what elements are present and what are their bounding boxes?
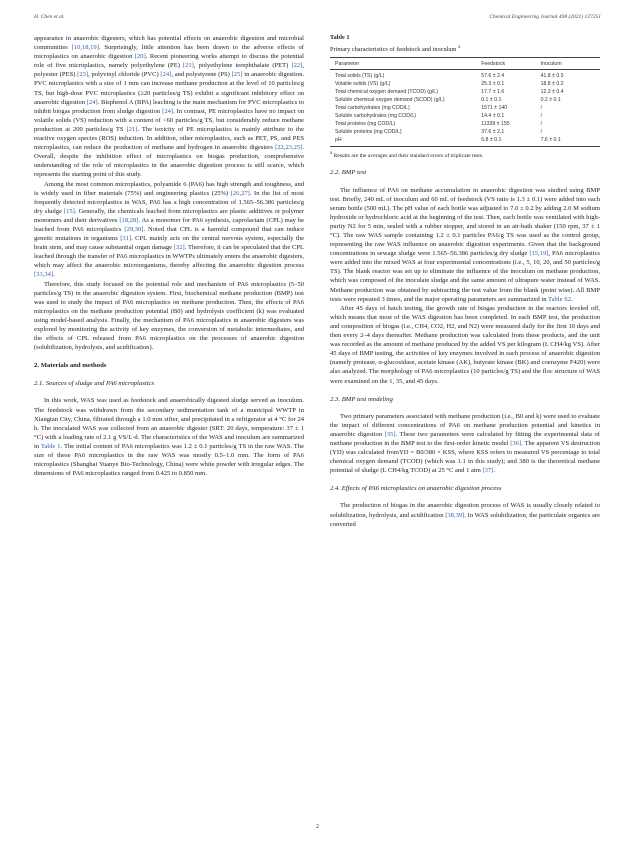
table-cell-feedstock: 57.6 ± 2.4 bbox=[481, 73, 505, 80]
page-number: 2 bbox=[316, 824, 319, 830]
text-run: . As a monomer for PA6 synthesis, caprolactam (CPL) may be leached from PA6 microplastics bbox=[34, 216, 304, 233]
text-run: . In contrast, PE microplastics have no impact on volatile solids (VS) reduction with a content of <60 particles/g TS, but considerably reduce methane production at 200 particles/g TS bbox=[34, 107, 304, 133]
running-head-journal: Chemical Engineering Journal 408 (2021) 127251 bbox=[489, 14, 601, 20]
citation-link[interactable]: [24] bbox=[162, 107, 174, 115]
table-row bbox=[330, 112, 600, 120]
text-run: . bbox=[493, 467, 496, 475]
running-head-authors: H. Chen et al. bbox=[34, 14, 65, 20]
table-1-caption bbox=[330, 34, 600, 54]
citation-link[interactable]: [38,39] bbox=[445, 511, 465, 519]
table-cell-parameter: Soluble proteins (mg COD/L) bbox=[335, 129, 402, 136]
text-run: Among the most common microplastics, polyamide 6 (PA6) has high strength and toughness, and is widely used in fiber materials (75%) and engineering plastics (25%) bbox=[34, 180, 304, 197]
section-2-2-heading: 2.2. BMP test bbox=[330, 169, 367, 177]
table-row bbox=[330, 104, 600, 112]
table-1-footnote-text: Results are the averages and their standard errors of triplicate tests. bbox=[332, 152, 484, 159]
citation-link[interactable]: [21] bbox=[182, 62, 194, 70]
citation-link[interactable]: [10,18,19] bbox=[71, 44, 99, 52]
text-run: . In the list of most frequently detected microplastics in WAS, PA6 has a high concentration of 1.565–56.386 particles/g dry sludge bbox=[34, 189, 304, 215]
table-cell-inoculum: 12.3 ± 0.4 bbox=[540, 89, 564, 96]
text-run: . The apparent VS destruction (YD) was calculated fromYD = B0/380 × KSS, where KSS refers to measured VS percentage to total chemical oxygen demand (TCOD) (which was 1.1 in this study); and 380 is the theoretical methane potential of sludge (L CH4/kg TCOD) at 25 °C and 1 atm bbox=[330, 439, 601, 475]
text-run: in anaerobic digestion. PVC microplastics with a size of 1 mm can increase methane production at the level of 10 particles/g TS, but high-dose PVC microplastics (≥20 particles/g TS) exhibit a significant inhibitory effect on anaerobic digestion bbox=[34, 71, 304, 106]
table-cell-inoculum: / bbox=[540, 113, 543, 120]
table-cell-inoculum: / bbox=[540, 129, 543, 136]
table-cell-feedstock: 37.6 ± 2.1 bbox=[481, 129, 505, 136]
text-run: . Surprisingly, little attention has been drawn to the adverse effects of microplastics on anaerobic digestion bbox=[34, 44, 304, 61]
citation-link[interactable]: [26,27] bbox=[230, 189, 250, 197]
text-run: . Overall, despite the inhibition effect of microplastics on biogas production, comprehensive understanding of the role of microplastics in the anaerobic digestion process is still scarce, which represents the starting point of this study. bbox=[34, 144, 304, 179]
text-run: appearance in anaerobic digesters, which has potential effects on anaerobic digestion and microbial communities bbox=[34, 35, 304, 52]
table-cell-feedstock: 6.8 ± 0.1 bbox=[481, 136, 540, 146]
text-run: . Noted that CPL is a harmful compound that can induce genetic mutations in organisms bbox=[34, 225, 304, 243]
citation-link[interactable]: Table 1 bbox=[40, 442, 61, 450]
table-cell-feedstock: 0.1 ± 0.1 bbox=[481, 97, 502, 104]
text-run: . In WAS solubilization, the particulate organics are converted bbox=[330, 511, 600, 528]
table-1-header-inoculum: Inoculum bbox=[541, 58, 600, 70]
section-2-4-heading: 2.4. Effects of PA6 microplastics on anaerobic digestion process bbox=[330, 485, 502, 493]
text-run: . Bisphenol A (BPA) leaching is the main mechanism for PVC microplastics to inhibit biogas production from sludge digestion bbox=[34, 98, 304, 115]
table-row bbox=[330, 70, 600, 81]
table-1-label: Table 1 bbox=[330, 34, 350, 41]
citation-link[interactable]: [23] bbox=[77, 71, 89, 79]
table-row bbox=[330, 96, 600, 104]
table-cell-inoculum: 18.8 ± 0.2 bbox=[540, 81, 564, 88]
intro-paragraph-1 bbox=[34, 34, 304, 180]
citation-link[interactable]: [37] bbox=[482, 467, 494, 475]
table-cell-feedstock: 17.7 ± 1.6 bbox=[481, 89, 505, 96]
citation-link[interactable]: [18,28] bbox=[119, 216, 139, 224]
text-run: Two primary parameters associated with methane production (i.e., B0 and k) were used to evaluate the impact of different concentrations of PA6 on methane production potential and kinetics in anaerobic digestion bbox=[330, 412, 600, 438]
table-cell-parameter: Total chemical oxygen demand (TCOD) (g/L) bbox=[335, 89, 438, 96]
text-run: The production of biogas in the anaerobic digestion process of WAS is usually closely related to solubilization, hydrolysis, and acidification bbox=[330, 502, 600, 519]
citation-link[interactable]: [20] bbox=[134, 53, 146, 61]
table-1-caption-text: Primary characteristics of feedstock and inoculum bbox=[330, 45, 458, 53]
text-run: . Generally, the chemicals leached from microplastics are plastic additives or polymer monomers and their derivatives bbox=[34, 207, 305, 224]
citation-link[interactable]: [22,23,25] bbox=[275, 144, 303, 152]
section-2-3-heading: 2.3. BMP test modeling bbox=[330, 395, 393, 403]
section-2-1-heading: 2.1. Sources of sludge and PA6 microplastics bbox=[34, 380, 155, 388]
table-cell-parameter: Total solids (TS) (g/L) bbox=[335, 73, 385, 80]
table-cell-parameter: Total carbohydrates (mg COD/L) bbox=[335, 105, 410, 112]
citation-link[interactable]: Table S2 bbox=[548, 295, 572, 303]
text-run: The influence of PA6 on methane accumulation in anaerobic digestion was studied using BMP test. Briefly, 240 mL of inoculum and 60 mL of feedstock (VS ratio is 1.3 ± 0.1) were added into each serum bottle (500 mL). The pH value of each bottle was adjusted to 7.0 ± 0.2 by adding 2.0 M sodium hydroxide or hydrochloric acid at the beginning of the test. Then, each bottle was ventilated with high-purity N2 for 5 min, sealed with a rubber stopper, and stored in an air-bath shaker (150 rpm, 37 ± 1 °C). The raw WAS sample containing 1.2 ± 0.1 particles PA6/g TS was used as the control group, representing the raw WAS influence on anaerobic digestion experiments. Given that the background concentrations in sewage sludge were 1.565–56.386 particles/g dry sludge bbox=[330, 186, 600, 258]
section-2-1-paragraph bbox=[34, 396, 304, 478]
section-2-2-paragraph-1 bbox=[330, 186, 600, 304]
table-row bbox=[330, 120, 600, 128]
text-run: , and polystyrene (PS) bbox=[171, 71, 232, 79]
table-cell-feedstock: 14.4 ± 0.1 bbox=[481, 113, 505, 120]
text-run: , polyvinyl chloride (PVC) bbox=[88, 71, 161, 79]
text-run: . bbox=[53, 271, 55, 279]
table-1-header-parameter: Parameter bbox=[330, 58, 481, 70]
citation-link[interactable]: [32] bbox=[173, 244, 185, 252]
table-cell-inoculum: 7.6 ± 0.1 bbox=[541, 136, 600, 146]
text-run: , polyester (PES) bbox=[34, 62, 304, 79]
table-cell-feedstock: 11339 ± 155 bbox=[481, 121, 510, 128]
table-row bbox=[330, 80, 600, 88]
table-cell-parameter: Volatile solids (VS) (g/L) bbox=[335, 81, 391, 88]
table-cell-parameter: Soluble chemical oxygen demand (SCOD) (g/L) bbox=[335, 97, 445, 104]
citation-link[interactable]: [33,34] bbox=[34, 271, 54, 279]
citation-link[interactable]: [29,30] bbox=[124, 225, 144, 233]
text-run: . These two parameters were calculated by fitting the experimental data of methane production in the BMP test to the first-order kinetic model bbox=[330, 430, 600, 447]
table-cell-parameter: pH bbox=[330, 136, 481, 146]
table-1-body bbox=[330, 70, 600, 147]
citation-link[interactable]: [36] bbox=[510, 439, 522, 447]
text-run: . CPL mainly acts on the central nervous system, especially the brain stem, and may cause substantial organ damage bbox=[34, 235, 304, 252]
table-1-caption-mark[interactable]: a bbox=[458, 43, 461, 50]
table-cell-feedstock: 1571 ± 140 bbox=[481, 105, 508, 112]
section-2-heading: 2. Materials and methods bbox=[34, 362, 107, 370]
citation-link[interactable]: [25] bbox=[231, 71, 243, 79]
table-cell-parameter: Soluble carbohydrates (mg COD/L) bbox=[335, 113, 417, 120]
citation-link[interactable]: [15,19] bbox=[529, 250, 549, 258]
citation-link[interactable]: [35] bbox=[384, 430, 396, 438]
citation-link[interactable]: [15] bbox=[63, 207, 75, 215]
section-2-2-paragraph-2: After 45 days of batch testing, the growth rate of biogas production in the reactors leveled off, which means that most of the WAS digestion has been completed. In each BMP test, the production and composition of biogas (i.e., CH4, CO2, H2, and N2) were measured daily for the first 10 days and then every 2–4 days thereafter. Methane production was calculated from these products, and the unit was recorded as the amount of methane produced by the added VS per kilogram (L CH4/kg VS). After 45 days of BMP testing, the activities of key enzymes involved in each process of anaerobic digestion (namely protease, α-glucosidase, acetate kinase (AK), butyrate kinase (BK) and coenzyme F420) were also analyzed. The morphology of PA6 microplastics (10 particles/g TS) and the floc structure of WAS were examined on the 1, 35, and 45 days. bbox=[330, 304, 600, 385]
text-run: , polyethylene terephthalate (PET) bbox=[193, 62, 292, 70]
section-2-4-paragraph bbox=[330, 501, 600, 528]
table-1 bbox=[330, 57, 600, 147]
citation-link[interactable]: [21] bbox=[126, 125, 138, 133]
citation-link[interactable]: [22] bbox=[291, 62, 303, 70]
table-cell-feedstock: 25.3 ± 0.1 bbox=[481, 81, 505, 88]
table-1-footnote bbox=[330, 150, 600, 160]
text-run: . Recent pioneering works attempt to discuss the potential role of five microplastics, namely polyethylene (PE) bbox=[34, 53, 304, 70]
table-cell-inoculum: / bbox=[540, 121, 543, 128]
table-row bbox=[330, 136, 600, 146]
table-row bbox=[330, 88, 600, 96]
running-head bbox=[34, 14, 601, 24]
table-cell-inoculum: 0.2 ± 0.1 bbox=[540, 97, 561, 104]
table-row bbox=[330, 128, 600, 136]
table-1-header-row bbox=[330, 58, 600, 70]
text-run: . The initial content of PA6 microplastics was 1.2 ± 0.1 particles/g TS in the raw WAS. The size of these PA6 microplastics in the raw WAS was mostly 0.5–1.0 mm. The form of PA6 microplastics (Shanghai Yuanye Bio-Technology, China) were white powder with irregular edges. The dimensions of PA6 microplastics ranged from 0.425 to 0.850 mm. bbox=[34, 442, 304, 478]
text-run: . Therefore, it can be speculated that the CPL leached through the transfer of PA6 microplastics in WWTPs ultimately enters the anaerobic digesters, which may affect the anaerobic microorganisms, thereby affecting the anaerobic digestion process bbox=[34, 244, 304, 270]
text-run: . The toxicity of PE microplastics is mainly attribute to the reactive oxygen species (ROS) induction. In addition, other microplastics, such as PET, PS, and PES microplastics, can reduce the production of methane and hydrogen in anaerobic digesters bbox=[34, 125, 304, 152]
citation-link[interactable]: [24] bbox=[86, 98, 98, 106]
text-run: In this work, WAS was used as feedstock and anaerobically digested sludge served as inoculum. The feedstock was withdrawn from the secondary sedimentation tank of a municipal WWTP in Xiangtan City, China, filtrated through a 1.0 mm sifter, and precipitated in a refrigerator at 4 °C for 24 h. The inoculated WAS was collected from an anaerobic digester (SRT: 20 days, temperature: 37 ± 1 °C) with a loading rate of 2.1 g VS/L·d. The characteristics of the WAS and inoculum are summarized in bbox=[34, 397, 304, 450]
left-column bbox=[34, 34, 304, 478]
table-1-header-feedstock: Feedstock bbox=[481, 58, 540, 70]
right-column bbox=[330, 34, 600, 529]
table-cell-inoculum: 41.8 ± 0.5 bbox=[540, 73, 564, 80]
intro-paragraph-3: Therefore, this study focused on the potential role and mechanism of PA6 microplastics (5–50 particles/g TS) in the anaerobic digestion system. First, biochemical methane production (BMP) test was used to study the impact of PA6 microplastics on methane production. Then, the effects of PA6 microplastics on the methane production potential (B0) and hydrolysis coefficient (k) was evaluated using model-based analysis. Finally, the mechanism of PA6 microplastics in anaerobic digesters was explored by monitoring the activity of key enzymes, the conversion of metabolic intermediates, and the effects of CPL released from PA6 microplastics on the processes of anaerobic digestion (solubilization, hydrolysis, and acidification). bbox=[34, 280, 304, 352]
citation-link[interactable]: [31] bbox=[120, 235, 132, 243]
table-cell-inoculum: / bbox=[540, 105, 543, 112]
text-run: . bbox=[571, 295, 573, 303]
table-1-footnote-mark: a bbox=[330, 150, 333, 156]
section-2-3-paragraph bbox=[330, 412, 600, 476]
table-cell-parameter: Total proteins (mg COD/L) bbox=[335, 121, 396, 128]
intro-paragraph-2 bbox=[34, 180, 304, 280]
citation-link[interactable]: [24] bbox=[160, 71, 172, 79]
text-run: , PA6 microplastics were added into the mixed WAS at four experimental concentrations (i.e., 5, 10, 20, and 50 particles/g TS). The blank reactor was set up to eliminate the influence of the inoculum on methane production, which was composed of the inoculate sludge and the same amount of ultrapure water instead of WAS. Methane production was obtained by subtracting the test value from the blank (point wise). All BMP tests were repeated 3 times, and the major operating parameters are summarized in bbox=[330, 250, 600, 303]
